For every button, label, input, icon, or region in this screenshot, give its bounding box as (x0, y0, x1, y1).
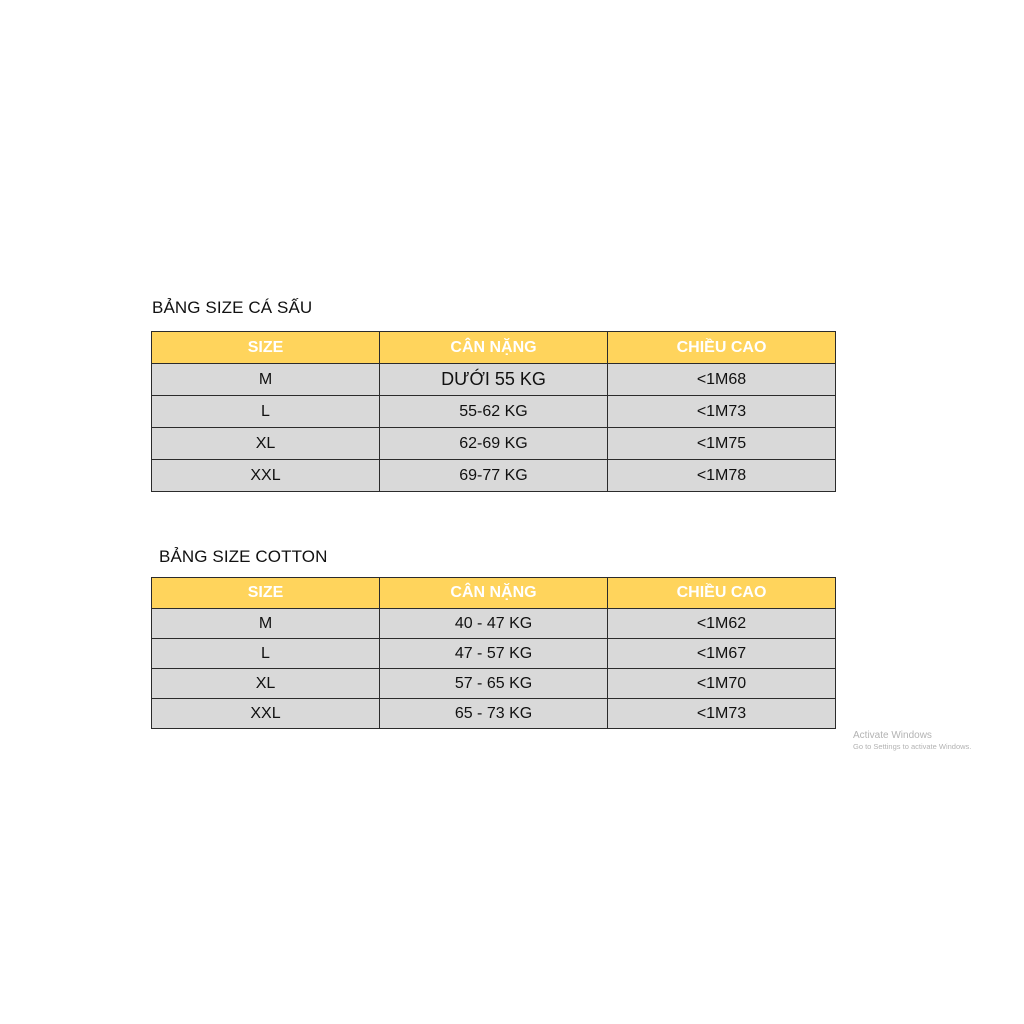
cell-height: <1M78 (608, 460, 836, 492)
size-table-ca-sau (151, 331, 836, 492)
cell-weight: 69-77 KG (380, 460, 608, 492)
cell-height: <1M62 (608, 609, 836, 639)
cell-height: <1M75 (608, 428, 836, 460)
cell-size: XXL (152, 460, 380, 492)
cell-size: XL (152, 669, 380, 699)
cell-size: M (152, 364, 380, 396)
table-title-cotton: BẢNG SIZE COTTON (159, 547, 328, 566)
watermark-subtitle: Go to Settings to activate Windows. (853, 742, 972, 751)
cell-weight: 40 - 47 KG (380, 609, 608, 639)
cell-height: <1M70 (608, 669, 836, 699)
cell-weight: DƯỚI 55 KG (380, 364, 608, 396)
header-weight: CÂN NẶNG (380, 578, 608, 609)
cell-size: XL (152, 428, 380, 460)
cell-height: <1M67 (608, 639, 836, 669)
table-row (152, 364, 836, 396)
cell-weight: 57 - 65 KG (380, 669, 608, 699)
cell-weight: 47 - 57 KG (380, 639, 608, 669)
header-weight: CÂN NẶNG (380, 332, 608, 364)
activate-windows-watermark (853, 729, 971, 752)
size-table-cotton (151, 577, 836, 729)
table-row (152, 669, 836, 699)
cell-size: L (152, 639, 380, 669)
table-title-ca-sau: BẢNG SIZE CÁ SẤU (152, 298, 313, 317)
cell-weight: 65 - 73 KG (380, 699, 608, 729)
cell-weight: 62-69 KG (380, 428, 608, 460)
cell-size: L (152, 396, 380, 428)
cell-height: <1M73 (608, 699, 836, 729)
header-size: SIZE (152, 578, 380, 609)
table-row (152, 609, 836, 639)
cell-height: <1M68 (608, 364, 836, 396)
header-height: CHIỀU CAO (608, 332, 836, 364)
watermark-title: Activate Windows (853, 730, 932, 741)
header-height: CHIỀU CAO (608, 578, 836, 609)
cell-size: M (152, 609, 380, 639)
table-row (152, 460, 836, 492)
table-row (152, 699, 836, 729)
cell-weight: 55-62 KG (380, 396, 608, 428)
table-header-row (152, 578, 836, 609)
table-header-row (152, 332, 836, 364)
table-row (152, 396, 836, 428)
header-size: SIZE (152, 332, 380, 364)
table-row (152, 639, 836, 669)
table-row (152, 428, 836, 460)
cell-height: <1M73 (608, 396, 836, 428)
cell-size: XXL (152, 699, 380, 729)
